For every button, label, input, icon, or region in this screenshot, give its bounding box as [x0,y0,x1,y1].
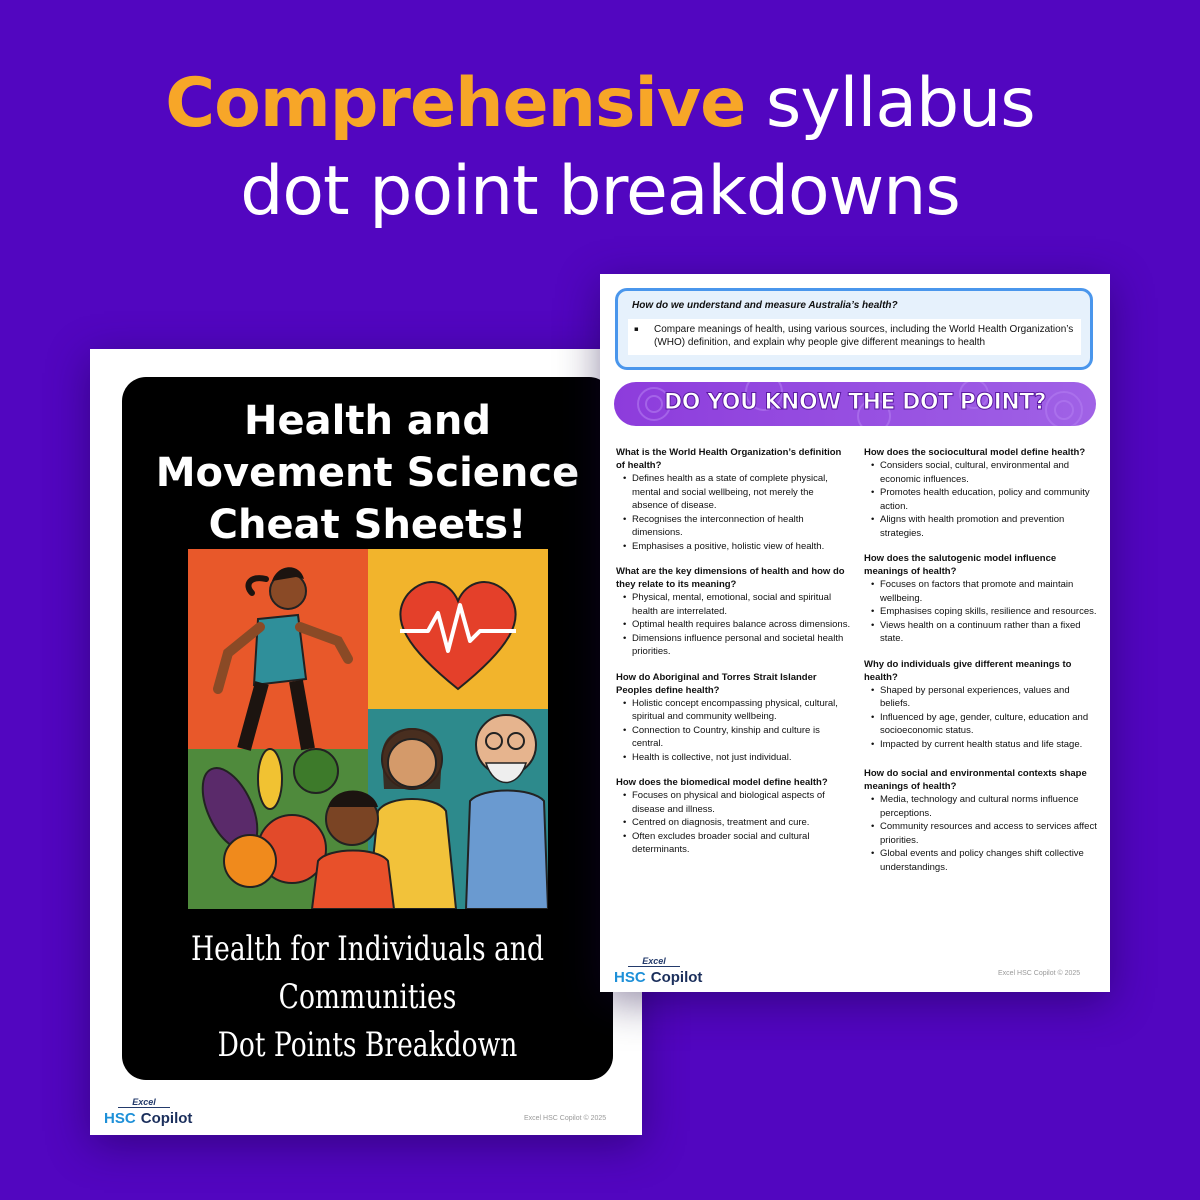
syllabus-question-box [615,288,1093,370]
qa-bullet: • Aligns with health promotion and prevention strategies. [880,513,1100,540]
cover-subtitle-line: Dot Points Breakdown [217,1025,518,1065]
qa-bullet: • Community resources and access to services affect priorities. [880,820,1100,847]
qa-bullet: • Influenced by age, gender, culture, education and socioeconomic status. [880,711,1100,738]
cover-subtitle-line: Communities [278,977,457,1017]
qa-heading: How does the biomedical model define health? [616,777,828,788]
qa-heading: What is the World Health Organization’s definition of health? [616,447,842,471]
qa-bullet: • Physical, mental, emotional, social and spiritual health are interrelated. [632,591,852,618]
qa-section [616,776,852,857]
dot-point-banner-text: DO YOU KNOW THE DOT POINT? [663,390,1046,415]
qa-heading: How does the sociocultural model define health? [864,447,1086,458]
square-bullet-icon: ▪ [634,325,639,333]
dot-point-banner [614,382,1096,426]
qa-section [864,552,1100,646]
headline-line-1 [0,60,1200,148]
qa-section [616,446,852,553]
cover-page [90,349,642,1135]
detail-logo [614,956,702,986]
health-illustration [188,549,548,909]
cover-title [122,395,613,551]
qa-section [864,658,1100,752]
cover-logo [104,1097,192,1127]
qa-section [864,767,1100,874]
qa-bullet: • Often excludes broader social and cultural determinants. [632,830,852,857]
qa-bullet: • Focuses on physical and biological aspects of disease and illness. [632,789,852,816]
cover-title-line: Health and [244,398,491,444]
qa-bullet: • Recognises the interconnection of health dimensions. [632,513,852,540]
logo-hsc: HSC [104,1110,136,1127]
syllabus-question-heading: How do we understand and measure Australia’s health? [632,300,898,311]
cover-subtitle [176,925,559,1069]
cover-title-line: Movement Science [155,450,580,496]
qa-bullet: • Dimensions influence personal and societal health priorities. [632,632,852,659]
logo-excel: Excel [118,1097,170,1108]
right-column [864,446,1100,886]
logo-copilot: Copilot [140,1110,193,1127]
qa-bullet: • Health is collective, not just individual. [632,751,852,765]
qa-bullet: • Connection to Country, kinship and culture is central. [632,724,852,751]
qa-section [616,565,852,659]
cover-card [122,377,613,1080]
qa-heading: What are the key dimensions of health and how do they relate to its meaning? [616,566,845,590]
detail-footer: Excel HSC Copilot © 2025 [998,970,1081,977]
qa-heading: How does the salutogenic model influence meanings of health? [864,553,1057,577]
cover-footer: Excel HSC Copilot © 2025 [524,1115,607,1122]
qa-bullet: • Optimal health requires balance across dimensions. [632,618,852,632]
left-column [616,446,852,869]
qa-bullet: • Promotes health education, policy and community action. [880,486,1100,513]
qa-heading: How do social and environmental contexts shape meanings of health? [864,768,1087,792]
detail-page [600,274,1110,992]
logo-hsc: HSC [614,969,646,986]
logo-copilot: Copilot [650,969,703,986]
qa-bullet: • Focuses on factors that promote and maintain wellbeing. [880,578,1100,605]
syllabus-dot-point [628,319,1081,355]
qa-bullet: • Defines health as a state of complete physical, mental and social wellbeing, not merely the absence of disease. [632,472,852,513]
headline [0,60,1200,236]
qa-bullet: • Centred on diagnosis, treatment and cure. [632,816,852,830]
headline-line-1-rest: syllabus [765,64,1035,143]
headline-line-2: dot point breakdowns [240,152,960,231]
qa-bullet: • Views health on a continuum rather than a fixed state. [880,619,1100,646]
syllabus-dot-point-text: Compare meanings of health, using various sources, including the World Health Organization’s (WHO) definition, and explain why people give different meanings to health [654,324,1074,348]
qa-bullet: • Emphasises a positive, holistic view of health. [632,540,852,554]
qa-bullet: • Impacted by current health status and life stage. [880,738,1100,752]
qa-section [616,671,852,765]
cover-title-line: Cheat Sheets! [208,502,527,548]
cover-subtitle-line: Health for Individuals and [191,929,544,969]
qa-bullet: • Shaped by personal experiences, values and beliefs. [880,684,1100,711]
qa-section [864,446,1100,540]
qa-bullet: • Considers social, cultural, environmental and economic influences. [880,459,1100,486]
qa-bullet: • Media, technology and cultural norms influence perceptions. [880,793,1100,820]
qa-bullet: • Emphasises coping skills, resilience and resources. [880,605,1100,619]
logo-excel: Excel [628,956,680,967]
qa-heading: How do Aboriginal and Torres Strait Islander Peoples define health? [616,671,817,696]
qa-bullet: • Global events and policy changes shift collective understandings. [880,847,1100,874]
headline-accent: Comprehensive [165,64,746,143]
qa-heading: Why do individuals give different meanings to health? [864,658,1072,683]
qa-bullet: • Holistic concept encompassing physical, cultural, spiritual and community wellbeing. [632,697,852,724]
